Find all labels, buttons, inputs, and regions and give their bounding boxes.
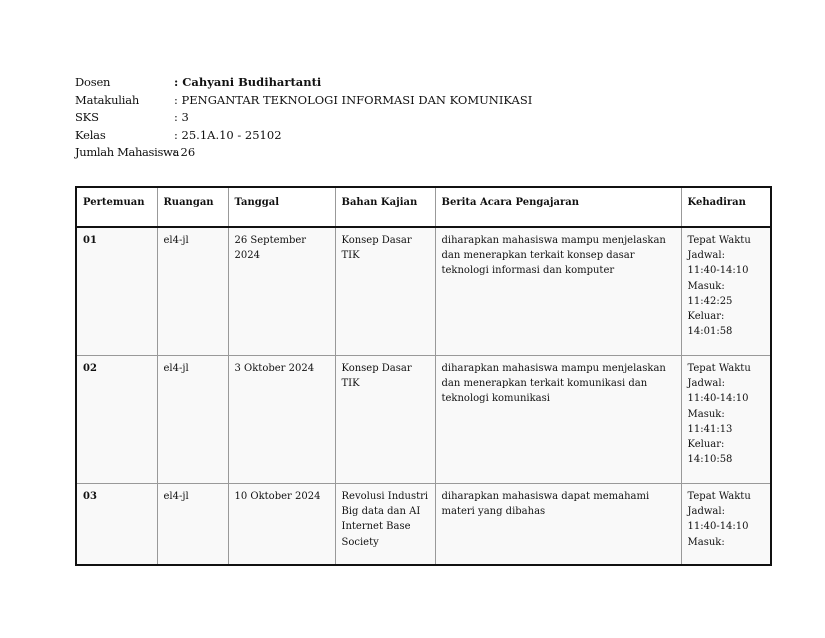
berita-cell: diharapkan mahasiswa mampu menjelaskan dan menerapkan terkait konsep dasar teknologi informasi dan komputer — [435, 227, 681, 356]
bahan-line: Big data dan AI — [341, 506, 421, 518]
sks-label: SKS — [75, 110, 99, 125]
info-row-sks — [75, 109, 532, 127]
kehadiran-keluar-label: Keluar: — [687, 439, 725, 451]
bahan-cell: Konsep Dasar TIK — [335, 356, 435, 484]
kehadiran-jadwal-label: Jadwal: — [687, 506, 725, 518]
header-tanggal: Tanggal — [228, 187, 335, 227]
ruangan-cell: el4-jl — [157, 484, 228, 566]
kehadiran-masuk-label: Masuk: — [687, 280, 725, 292]
kehadiran-jadwal-value: 11:40-14:10 — [687, 265, 749, 277]
course-info — [75, 74, 532, 162]
bahan-line: Society — [341, 536, 379, 548]
schedule-table — [75, 186, 772, 566]
info-row-matakuliah — [75, 92, 532, 110]
pertemuan-cell: 01 — [76, 227, 157, 356]
header-ruangan: Ruangan — [157, 187, 228, 227]
bahan-cell — [335, 484, 435, 566]
kehadiran-cell — [681, 484, 771, 566]
table-row — [76, 356, 771, 484]
matakuliah-label: Matakuliah — [75, 92, 140, 107]
ruangan-cell: el4-jl — [157, 356, 228, 484]
table-row — [76, 484, 771, 566]
kehadiran-cell — [681, 227, 771, 356]
kehadiran-cell — [681, 356, 771, 484]
bahan-cell: Konsep Dasar TIK — [335, 227, 435, 356]
kehadiran-status: Tepat Waktu — [687, 491, 751, 502]
tanggal-cell: 10 Oktober 2024 — [228, 484, 335, 566]
kehadiran-masuk-value: 11:42:25 — [687, 295, 733, 307]
bahan-line: Revolusi Industri — [341, 491, 429, 502]
berita-cell: diharapkan mahasiswa mampu menjelaskan dan menerapkan terkait komunikasi dan teknologi komunikasi — [435, 356, 681, 484]
dosen-label: Dosen — [75, 75, 111, 89]
kehadiran-jadwal-value: 11:40-14:10 — [687, 521, 749, 533]
info-row-jumlah — [75, 144, 532, 162]
pertemuan-cell: 03 — [76, 484, 157, 566]
jumlah-label: Jumlah Mahasiswa — [75, 145, 179, 160]
jumlah-value: : 26 — [173, 145, 196, 160]
header-berita-acara: Berita Acara Pengajaran — [435, 187, 681, 227]
dosen-value: : Cahyani Budihartanti — [174, 75, 322, 89]
pertemuan-cell: 02 — [76, 356, 157, 484]
kehadiran-jadwal-label: Jadwal: — [687, 250, 725, 262]
kehadiran-masuk-value: 11:41:13 — [687, 423, 733, 435]
header-bahan-kajian: Bahan Kajian — [335, 187, 435, 227]
kehadiran-masuk-label: Masuk: — [687, 536, 725, 548]
tanggal-cell: 3 Oktober 2024 — [228, 356, 335, 484]
kehadiran-keluar-label: Keluar: — [687, 311, 725, 323]
kehadiran-status: Tepat Waktu — [687, 363, 751, 374]
kehadiran-jadwal-value: 11:40-14:10 — [687, 393, 749, 405]
sks-value: : 3 — [174, 110, 189, 125]
table-row — [76, 227, 771, 356]
kehadiran-jadwal-label: Jadwal: — [687, 378, 725, 390]
table-header-row — [76, 187, 771, 227]
header-kehadiran: Kehadiran — [681, 187, 771, 227]
matakuliah-value: : PENGANTAR TEKNOLOGI INFORMASI DAN KOMUNIKASI — [174, 92, 533, 107]
kehadiran-masuk-label: Masuk: — [687, 408, 725, 420]
kelas-label: Kelas — [75, 127, 106, 142]
bahan-line: Internet Base — [341, 521, 411, 533]
berita-cell: diharapkan mahasiswa dapat memahami materi yang dibahas — [435, 484, 681, 566]
kehadiran-keluar-value: 14:10:58 — [687, 454, 733, 466]
ruangan-cell: el4-jl — [157, 227, 228, 356]
kehadiran-status: Tepat Waktu — [687, 235, 751, 246]
info-row-dosen — [75, 74, 532, 92]
header-pertemuan: Pertemuan — [76, 187, 157, 227]
tanggal-cell: 26 September 2024 — [228, 227, 335, 356]
info-row-kelas — [75, 127, 532, 145]
kehadiran-keluar-value: 14:01:58 — [687, 326, 733, 338]
kelas-value: : 25.1A.10 - 25102 — [174, 127, 282, 142]
